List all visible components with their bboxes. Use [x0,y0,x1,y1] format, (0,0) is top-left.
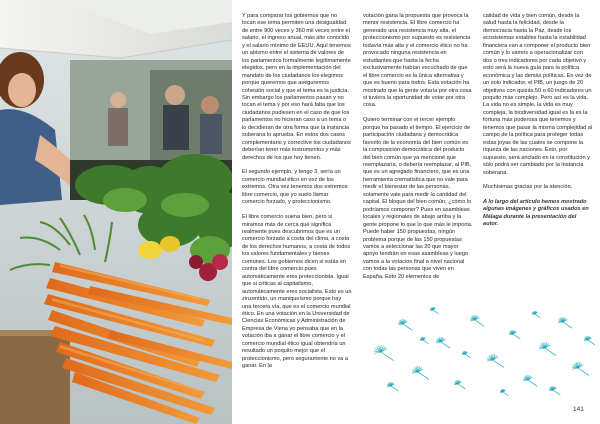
paragraph: Y para comparar los gobiernos que no tocan ese tema permiten una desigualdad de entre 900 veces y 360 mil veces entre el salario, el ingreso anual, más alto conocido y el salario mínimo de EEUU. Aquí tenemos un abismo entre el sistema de valores de los parlamentos formalmente legítimamente elegidos, pero en la implementación del mandato de los ciudadanos los elegimos porque queremos que aseguremos cohesión social y que el tema es la justicia. Sin embargo los parlamentos pasan y no tocan el tema y por eso hará falta que los ciudadanos pudiesen en el caso de que los parlamentos no hicieran caso a un tema o lo decidieran de otra forma que la instancia soberana lo aprueba. En estos dos casos complementario y corrective los ciudadanos deberían tener más instrumentos y más derechos de los que hoy tienen. [242,13,351,161]
dandelion-seed [387,382,398,391]
dandelion-seed [539,342,556,355]
dandelion-seed [436,337,450,348]
dandelion-seed [558,317,572,328]
dandelion-seed [523,375,537,386]
market-stall-photo [0,0,232,424]
dandelion-seed [584,336,595,345]
dandelion-seed [549,386,560,395]
dandelion-seed [398,319,412,330]
paragraph: votación gana la propuesta que provoca la menor resistencia. El libre comercio ha generado una resistencia muy alta, el proteccionismo por supuesto es resistencia todavía más alta y el comercio ético no ha provocado ninguna resistencia en estudiantes que hasta la fecha exclusivamente habían escuchado de que el libre comercio es la única alternativa y que es bueno para todos. Esta votación ha mostrado que la gente votaría por otra cosa si tuviera la oportunidad de votar por otra cosa. [363,13,472,109]
dandelion-seed [374,345,394,361]
figure-caption: A lo largo del artículo hemos mostrado algunas imágenes y gráficos usados en Málaga durante la presentación del autor. [483,199,589,227]
text-column-3 [483,13,593,228]
dandelion-seed [532,311,540,318]
dandelion-seed [509,330,520,339]
text-column-1 [242,13,352,371]
dandelion-seed [572,362,589,375]
paragraph: Muchísimas gracias por la atención. [483,184,573,191]
dandelion-seed [462,351,470,358]
paragraph: El segundo ejemplo, y tengo 3, sería un comercio mundial ético en vez de los extremos. Otra vez tenemos dos extremos: libre comercio, que yo suelo llamar comercio forzado, y proteccionismo. [242,169,349,206]
dandelion-seed [430,307,438,314]
text-column-2 [363,13,473,281]
dandelion-seed [500,389,508,396]
dandelion-seed [412,366,429,379]
paragraph: Quiero terminar con el tercer ejemplo porque ha pasado el tiempo. El ejercicio de participación ciudadana y democrática favorito de la economía del bien común es la composición democrática del producto del bien común que ya mencioné que reemplazaría, o debería reemplazar, al PIB, que es un agregado financiero, que es una herramienta crematística que no vale para medir el bienestar de las personas, solamente vale para medir la cantidad del capital. El bloque del bien común, ¿cómo lo podríamos componer? Pues en asambleas locales y regionales de abajo arriba y la gente propone lo que lo que más le importa. Puede haber 150 propuestas, ningún problema porque de las 150 propuestas vamos a seleccionar las 20 que mayor apoyo tendrán en esas asambleas y luego vamos a la votación final a nivel nacional con todas las personas que viven en España. Esto 20 elementos de [363,117,473,280]
dandelion-seed [454,380,465,389]
dandelion-seed [487,354,504,367]
paragraph: calidad de vida y bien común, desde la salud hasta la felicidad, desde la democracia hasta la Paz, desde los ecosistemas estables hasta la estabilidad financiera van a componer el producto bien común y lo vamos a operacionalizar con dos o tres indicadores por cada objetivo y esto será la nueva guía para la política económica y las demás políticas. En vez de un solo indicador, el PIB, un juego de 20 objetivos con quizás 50 o 60 indicadores un poquito más complejo. Pero así es la vida. La vida no es simple, la vida es muy compleja, la biodiversidad igual es la es la fortuna más poderosa que tenemos y tenemos que pasar la misma complejidad al campo de la política para proteger todas estas joyas de las cuales se compone la riqueza de las naciones. Esto, por supuesto, será anclado en la constitución y sólo podrá ser cambiado por la instancia soberana. [483,13,593,176]
dandelion-seed [470,315,484,326]
page-number: 141 [573,406,584,413]
dandelion-seeds-illustration [363,302,595,402]
dandelion-seed [420,337,428,344]
paragraph: El libre comercio suena bien, pero si miramos más de cerca qué significa realmente pues descubrimos que es un comercio forzado a costa del clima, a costa de los derechos humanos, a costa de todos los valores fundamentales y bienes comunes. Los gobiernos dicen si estás en contra del libre comercio pues automáticamente eres proteccionista. Igual que si criticas al capitalismo, automáticamente eres socialista. Esto es un zinzentido, un maniqueísmo porque hay una tercera vía, que es el comercio mundial ético. En una votación en la Universidad de Ciencias Económicas y Administración de Empresa de Viena yo pensaba que en la votación iba a ganar el libre comercio y el comercio mundial ético igual obtendría un resultado un poquito mejor que el proteccionismo, pero seguramente no va a ganar. En la [242,214,352,370]
